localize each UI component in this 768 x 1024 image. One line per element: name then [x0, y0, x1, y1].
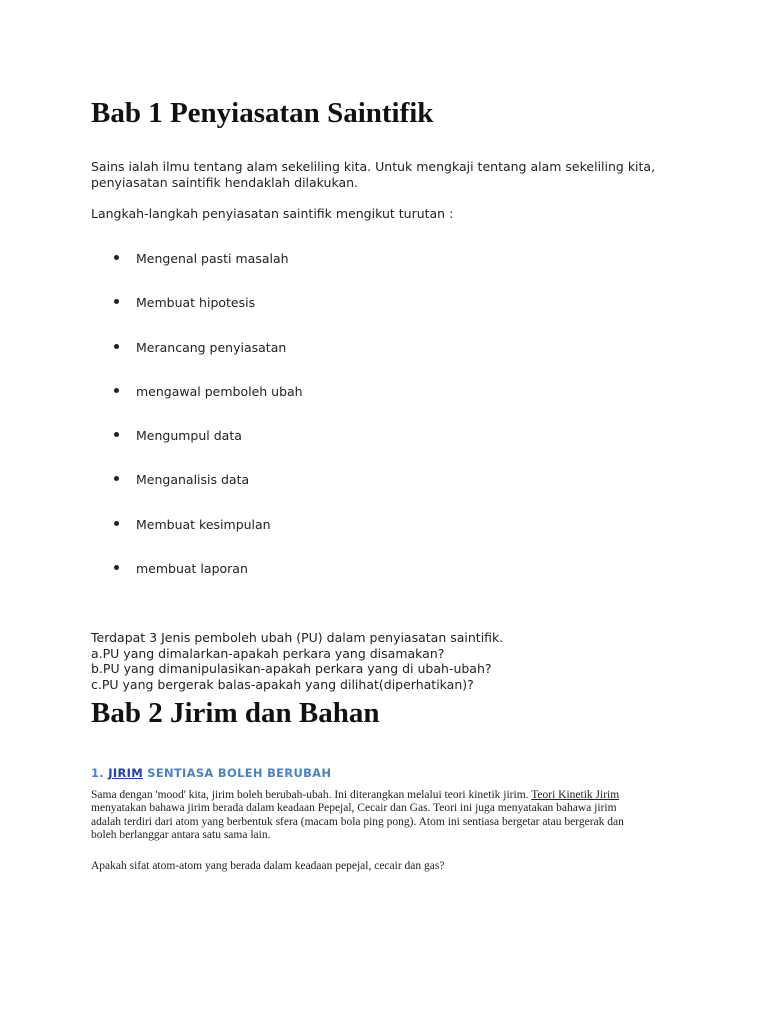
- list-item: Merancang penyiasatan: [91, 340, 651, 384]
- variable-a: a.PU yang dimalarkan-apakah perkara yang disamakan?: [91, 645, 445, 661]
- section-heading-text: SENTIASA BOLEH BERUBAH: [147, 766, 332, 780]
- list-item: Mengenal pasti masalah: [91, 251, 651, 295]
- paragraph-line: [91, 789, 681, 802]
- bullet-icon: [114, 388, 119, 393]
- jirim-link[interactable]: JIRIM: [108, 766, 143, 780]
- bullet-icon: [114, 432, 119, 437]
- variable-c: c.PU yang bergerak balas-apakah yang dilihat(diperhatikan)?: [91, 676, 474, 692]
- bullet-icon: [114, 476, 119, 481]
- bullet-icon: [114, 255, 119, 260]
- list-item: mengawal pemboleh ubah: [91, 384, 651, 428]
- intro-line: Sains ialah ilmu tentang alam sekeliling kita. Untuk mengkaji tentang alam sekeliling kita,: [91, 159, 656, 174]
- chapter1-title: Bab 1 Penyiasatan Saintifik: [91, 97, 434, 129]
- teori-kinetik-link[interactable]: Teori Kinetik Jirim: [531, 789, 620, 801]
- bullet-icon: [114, 565, 119, 570]
- section1-heading: [91, 766, 331, 780]
- chapter1-intro: [91, 159, 691, 191]
- paragraph-line: boleh berlanggar antara satu sama lain.: [91, 829, 271, 842]
- paragraph-line: menyatakan bahawa jirim berada dalam keadaan Pepejal, Cecair dan Gas. Teori ini juga menyatakan bahawa jirim: [91, 802, 617, 815]
- bullet-icon: [114, 344, 119, 349]
- variable-b: b.PU yang dimanipulasikan-apakah perkara yang di ubah-ubah?: [91, 661, 492, 676]
- list-item: Menganalisis data: [91, 472, 651, 516]
- steps-intro: Langkah-langkah penyiasatan saintifik mengikut turutan :: [91, 206, 454, 221]
- steps-list: [91, 251, 651, 605]
- section-number: 1.: [91, 766, 104, 780]
- paragraph-text: Sama dengan 'mood' kita, jirim boleh berubah-ubah. Ini diterangkan melalui teori kinetik jirim.: [91, 789, 529, 801]
- list-item: Membuat kesimpulan: [91, 517, 651, 561]
- variables-block: [91, 630, 503, 692]
- bullet-icon: [114, 521, 119, 526]
- list-item: Membuat hipotesis: [91, 295, 651, 339]
- variables-intro: Terdapat 3 Jenis pemboleh ubah (PU) dalam penyiasatan saintifik.: [91, 630, 504, 645]
- list-item: Mengumpul data: [91, 428, 651, 472]
- chapter2-title: Bab 2 Jirim dan Bahan: [91, 697, 380, 729]
- bullet-icon: [114, 299, 119, 304]
- intro-line: penyiasatan saintifik hendaklah dilakukan.: [91, 175, 359, 190]
- section1-question: Apakah sifat atom-atom yang berada dalam keadaan pepejal, cecair dan gas?: [91, 860, 445, 872]
- section1-paragraph: [91, 789, 681, 843]
- list-item: membuat laporan: [91, 561, 651, 605]
- paragraph-line: adalah terdiri dari atom yang berbentuk sfera (macam bola ping pong). Atom ini sentiasa bergetar atau bergerak dan: [91, 815, 624, 828]
